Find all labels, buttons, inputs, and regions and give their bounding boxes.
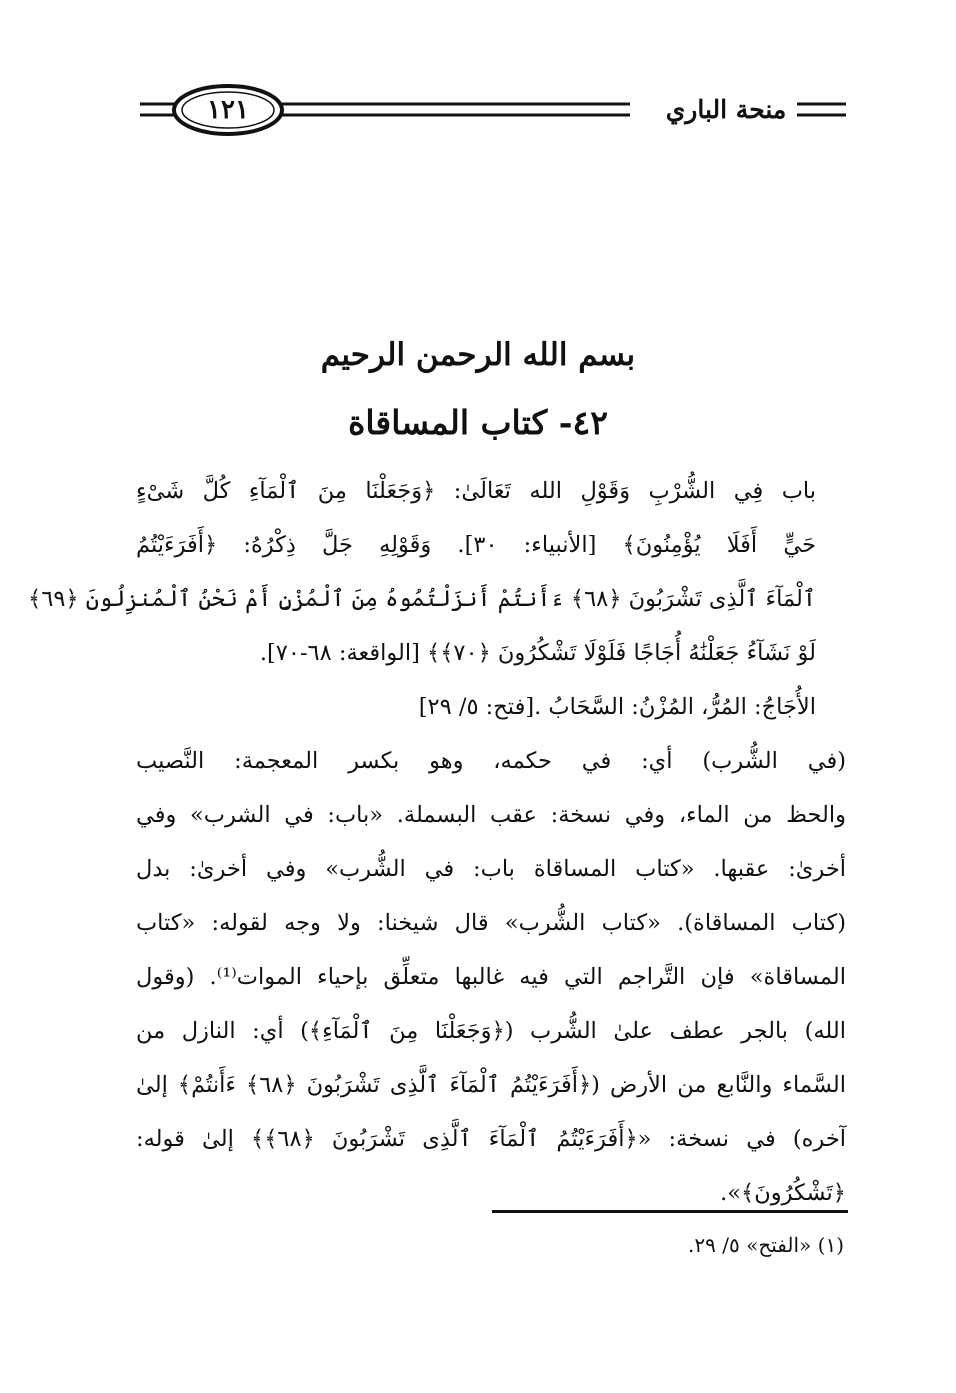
header-ornament: [0, 0, 956, 160]
text-line: الله) بالجر عطف علىٰ الشُّرب (﴿وَجَعَلْنَا مِنَ ٱلْمَآءِ﴾) أي: النازل من: [136, 1018, 846, 1044]
running-title: منحة الباري: [665, 95, 787, 124]
page-number: ١٢١: [207, 95, 249, 125]
text-line: الأُجَاجُ: المُرُّ، المُزْنُ: السَّحَابُ .[فتح: ٥/ ٢٩]: [418, 694, 816, 720]
text-line: لَوْ نَشَآءُ جَعَلْنَٰهُ أُجَاجًا فَلَوْلَا تَشْكُرُونَ ﴿٧٠﴾﴾ [الواقعة: ٦٨-٧٠].: [259, 640, 816, 666]
footnote-rule: [492, 1210, 848, 1213]
text-line: ﴿تَشْكُرُونَ﴾».: [720, 1180, 846, 1206]
chapter-title: ٤٢- كتاب المساقاة: [348, 403, 608, 442]
page-header: [0, 0, 956, 160]
text-line: السَّماء والنَّابع من الأرض (﴿أَفَرَءَيْتُمُ ٱلْمَآءَ ٱلَّذِى تَشْرَبُونَ ﴿٦٨﴾ ءَأَنتُمْ﴾ إلىٰ: [136, 1072, 846, 1098]
text-line: ٱلْمَآءَ ٱلَّذِى تَشْرَبُونَ ﴿٦٨﴾ ءَأَنتُمْ أَنزَلْتُمُوهُ مِنَ ٱلْمُزْنِ أَمْ نَحْنُ ٱلْمُنزِلُونَ ﴿٦٩﴾: [28, 586, 816, 612]
text-line: (في الشُّرب) أي: في حكمه، وهو بكسر المعجمة: النَّصيب: [136, 748, 846, 774]
text-line: والحظ من الماء، وفي نسخة: عقب البسملة. «باب: في الشرب» وفي: [136, 802, 846, 828]
footnote: (١) «الفتح» ٥/ ٢٩.: [688, 1233, 844, 1257]
text-line: المساقاة» فإن التَّراجم التي فيه غالبها متعلِّق بإحياء الموات⁽¹⁾. (وقول: [136, 964, 846, 990]
text-line: (كتاب المساقاة). «كتاب الشُّرب» قال شيخنا: ولا وجه لقوله: «كتاب: [136, 910, 846, 936]
basmala-heading: بسم الله الرحمن الرحيم: [320, 337, 636, 373]
text-line: باب فِي الشُّرْبِ وَقَوْلِ الله تَعَالَىٰ: ﴿وَجَعَلْنَا مِنَ ٱلْمَآءِ كُلَّ شَىْءٍ: [136, 478, 816, 504]
text-line: آخره) في نسخة: «﴿أَفَرَءَيْتُمُ ٱلْمَآءَ ٱلَّذِى تَشْرَبُونَ ﴿٦٨﴾﴾ إلىٰ قوله:: [136, 1126, 846, 1152]
text-line: أخرىٰ: عقبها. «كتاب المساقاة باب: في الشُّرب» وفي أخرىٰ: بدل: [136, 856, 846, 882]
text-line: حَيٍّ أَفَلَا يُؤْمِنُونَ﴾ [الأنبياء: ٣٠]. وَقَوْلِهِ جَلَّ ذِكْرُهُ: ﴿أَفَرَءَيْتُمُ: [136, 532, 816, 558]
